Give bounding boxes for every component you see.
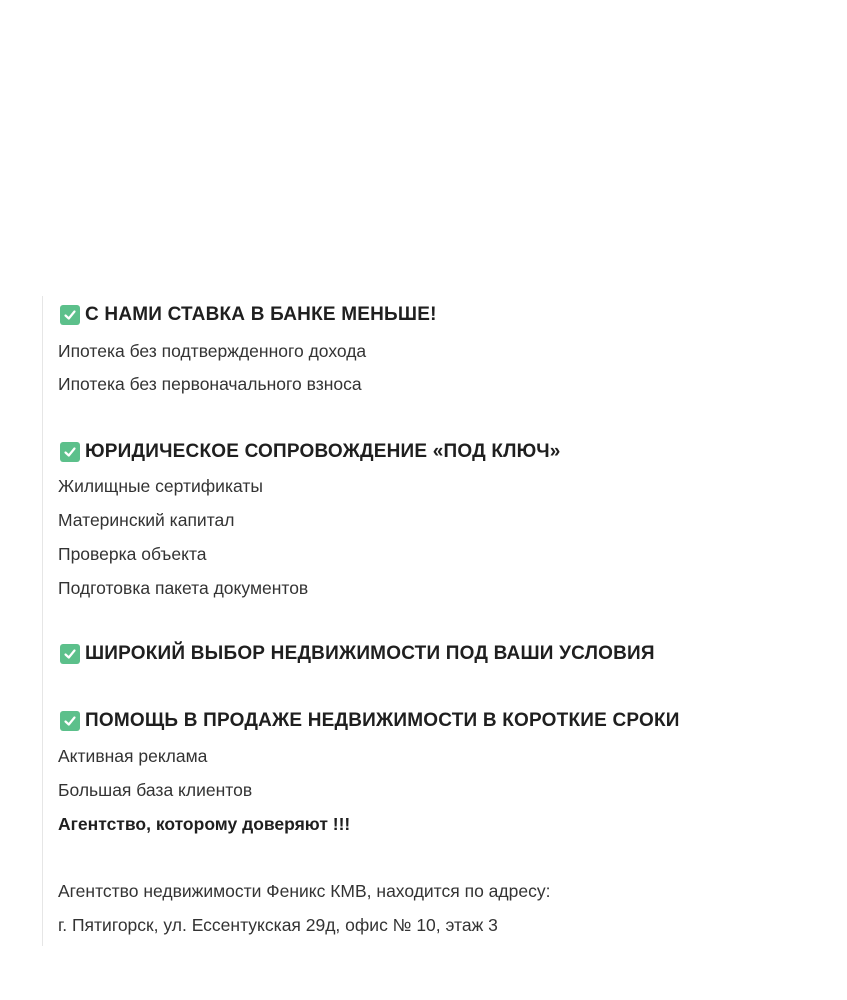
- check-box-icon: [60, 442, 80, 462]
- list-item: Жилищные сертификаты: [58, 476, 263, 496]
- section-heading-legal: [60, 441, 561, 463]
- list-item: Ипотека без подтвержденного дохода: [58, 341, 367, 361]
- tagline: Агентство, которому доверяют !!!: [58, 814, 351, 834]
- list-item: Ипотека без первоначального взноса: [58, 374, 362, 394]
- section-heading-rate: [60, 304, 437, 326]
- list-item: Активная реклама: [58, 746, 208, 766]
- section-heading-choice: [60, 643, 655, 665]
- section-heading-text: ШИРОКИЙ ВЫБОР НЕДВИЖИМОСТИ ПОД ВАШИ УСЛОВИЯ: [85, 643, 655, 664]
- check-box-icon: [60, 711, 80, 731]
- check-box-icon: [60, 644, 80, 664]
- section-heading-text: ПОМОЩЬ В ПРОДАЖЕ НЕДВИЖИМОСТИ В КОРОТКИЕ СРОКИ: [85, 710, 680, 731]
- list-item: Проверка объекта: [58, 544, 207, 564]
- section-heading-text: ЮРИДИЧЕСКОЕ СОПРОВОЖДЕНИЕ «ПОД КЛЮЧ»: [85, 441, 561, 462]
- document-body: [42, 296, 833, 946]
- list-item: Большая база клиентов: [58, 780, 253, 800]
- footer-agency: Агентство недвижимости Феникс КМВ, находится по адресу:: [58, 881, 551, 901]
- section-heading-text: С НАМИ СТАВКА В БАНКЕ МЕНЬШЕ!: [85, 304, 437, 325]
- check-box-icon: [60, 305, 80, 325]
- list-item: Подготовка пакета документов: [58, 578, 309, 598]
- footer-address: г. Пятигорск, ул. Ессентукская 29д, офис № 10, этаж 3: [58, 915, 498, 935]
- list-item: Материнский капитал: [58, 510, 235, 530]
- section-heading-sale: [60, 710, 680, 732]
